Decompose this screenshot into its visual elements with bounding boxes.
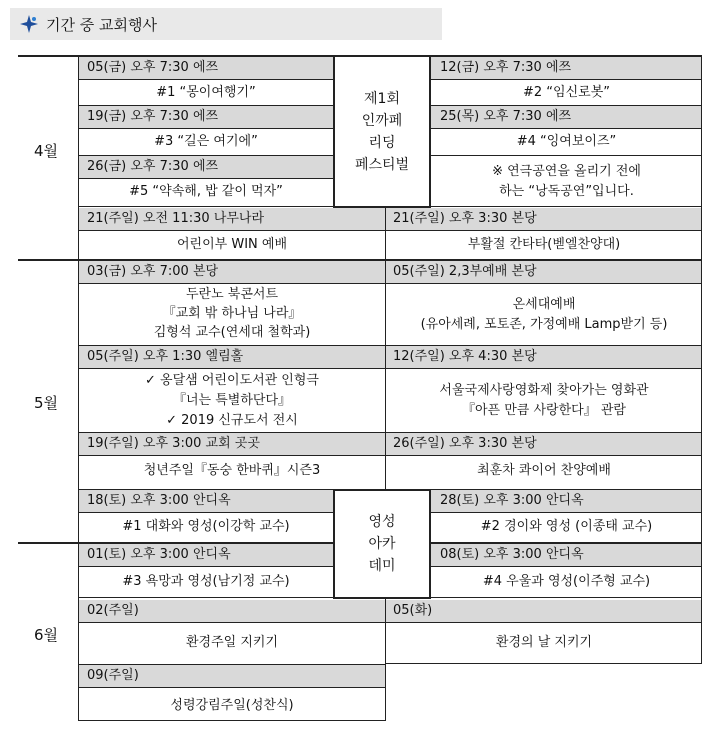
- event-date: 19(주일) 오후 3:00 교회 곳곳: [87, 436, 260, 451]
- event-date: 05(화): [393, 603, 433, 618]
- event-date: 26(주일) 오후 3:30 본당: [393, 436, 537, 451]
- note-line: ※ 연극공연을 올리기 전에: [492, 164, 641, 179]
- event-body: #3 “길은 여기에”: [154, 134, 258, 149]
- event-date: 21(주일) 오후 3:30 본당: [393, 211, 537, 226]
- event-date: 21(주일) 오전 11:30 나무나라: [87, 211, 265, 226]
- event-body: 성령강림주일(성찬식): [170, 698, 294, 713]
- event-body: #5 “약속해, 밥 같이 먹자”: [129, 184, 283, 199]
- month-label-april: 4월: [33, 142, 59, 160]
- event-body: #3 욕망과 영성(남기정 교수): [122, 574, 290, 589]
- event-date: 26(금) 오후 7:30 에쯔: [87, 159, 219, 174]
- event-date: 05(금) 오후 7:30 에쯔: [87, 60, 219, 75]
- event-body: #2 경이와 영성 (이종태 교수): [480, 519, 653, 534]
- event-body: 『너는 특별하단다』: [172, 393, 292, 408]
- section-header: [10, 8, 442, 40]
- month-label-may: 5월: [33, 394, 59, 412]
- event-date: 25(목) 오후 7:30 에쯔: [440, 109, 572, 124]
- event-body: 온세대예배: [512, 297, 576, 312]
- box-line: 리딩: [368, 134, 396, 151]
- event-body: 두란노 북콘서트: [185, 287, 279, 302]
- event-date: 18(토) 오후 3:00 안디옥: [87, 493, 231, 508]
- event-body: ✓ 옹달샘 어린이도서관 인형극: [145, 373, 319, 388]
- event-body: 환경의 날 지키기: [495, 635, 593, 650]
- event-body: 최훈차 콰이어 찬양예배: [477, 463, 611, 478]
- cross-star-icon: [20, 15, 38, 33]
- event-body: 어린이부 WIN 예배: [176, 237, 288, 252]
- box-line: 데미: [368, 558, 396, 574]
- box-line: 영성: [368, 514, 396, 530]
- event-date: 19(금) 오후 7:30 에쯔: [87, 109, 219, 124]
- box-line: 제1회: [364, 90, 400, 107]
- event-body: 서울국제사랑영화제 찾아가는 영화관: [439, 383, 649, 398]
- section-title: 기간 중 교회행사: [46, 16, 157, 34]
- event-date: 02(주일): [87, 603, 139, 618]
- event-date: 08(토) 오후 3:00 안디옥: [440, 547, 584, 562]
- note-line: 하는 “낭독공연”입니다.: [499, 184, 634, 199]
- event-date: 12(주일) 오후 4:30 본당: [393, 349, 537, 364]
- event-date: 12(금) 오후 7:30 에쯔: [440, 60, 572, 75]
- event-body: 부활절 칸타타(벧엘찬양대): [467, 237, 621, 252]
- event-date: 05(주일) 오후 1:30 엘림홀: [87, 349, 244, 364]
- spirituality-academy-box: [333, 489, 431, 599]
- event-body: #4 우울과 영성(이주형 교수): [482, 574, 651, 589]
- event-body: 『아픈 만큼 사랑한다』 관람: [462, 403, 626, 418]
- box-line: 페스티벌: [354, 156, 410, 173]
- event-body: #1 “몽이여행기”: [156, 85, 256, 100]
- reading-festival-box: [333, 55, 431, 208]
- event-date: 05(주일) 2,3부예배 본당: [393, 264, 537, 279]
- event-date: 01(토) 오후 3:00 안디옥: [87, 547, 231, 562]
- box-line: 인까페: [361, 112, 403, 129]
- event-body: 환경주일 지키기: [185, 635, 279, 650]
- month-label-june: 6월: [33, 626, 59, 644]
- event-date: 28(토) 오후 3:00 안디옥: [440, 493, 584, 508]
- event-body: #2 “임신로봇”: [523, 85, 610, 100]
- event-body: (유아세례, 포토존, 가정예배 Lamp받기 등): [420, 317, 668, 332]
- event-date: 03(금) 오후 7:00 본당: [87, 264, 219, 279]
- event-date: 09(주일): [87, 668, 139, 683]
- box-line: 아카: [368, 536, 396, 552]
- event-body: 김형석 교수(연세대 철학과): [153, 325, 311, 340]
- event-body: #1 대화와 영성(이강학 교수): [122, 519, 290, 534]
- event-body: #4 “잉여보이즈”: [516, 134, 617, 149]
- event-body: 『교회 밖 하나님 나라』: [162, 306, 302, 321]
- event-body: 청년주일『동숭 한바퀴』시즌3: [143, 463, 321, 478]
- event-body: ✓ 2019 신규도서 전시: [166, 413, 298, 428]
